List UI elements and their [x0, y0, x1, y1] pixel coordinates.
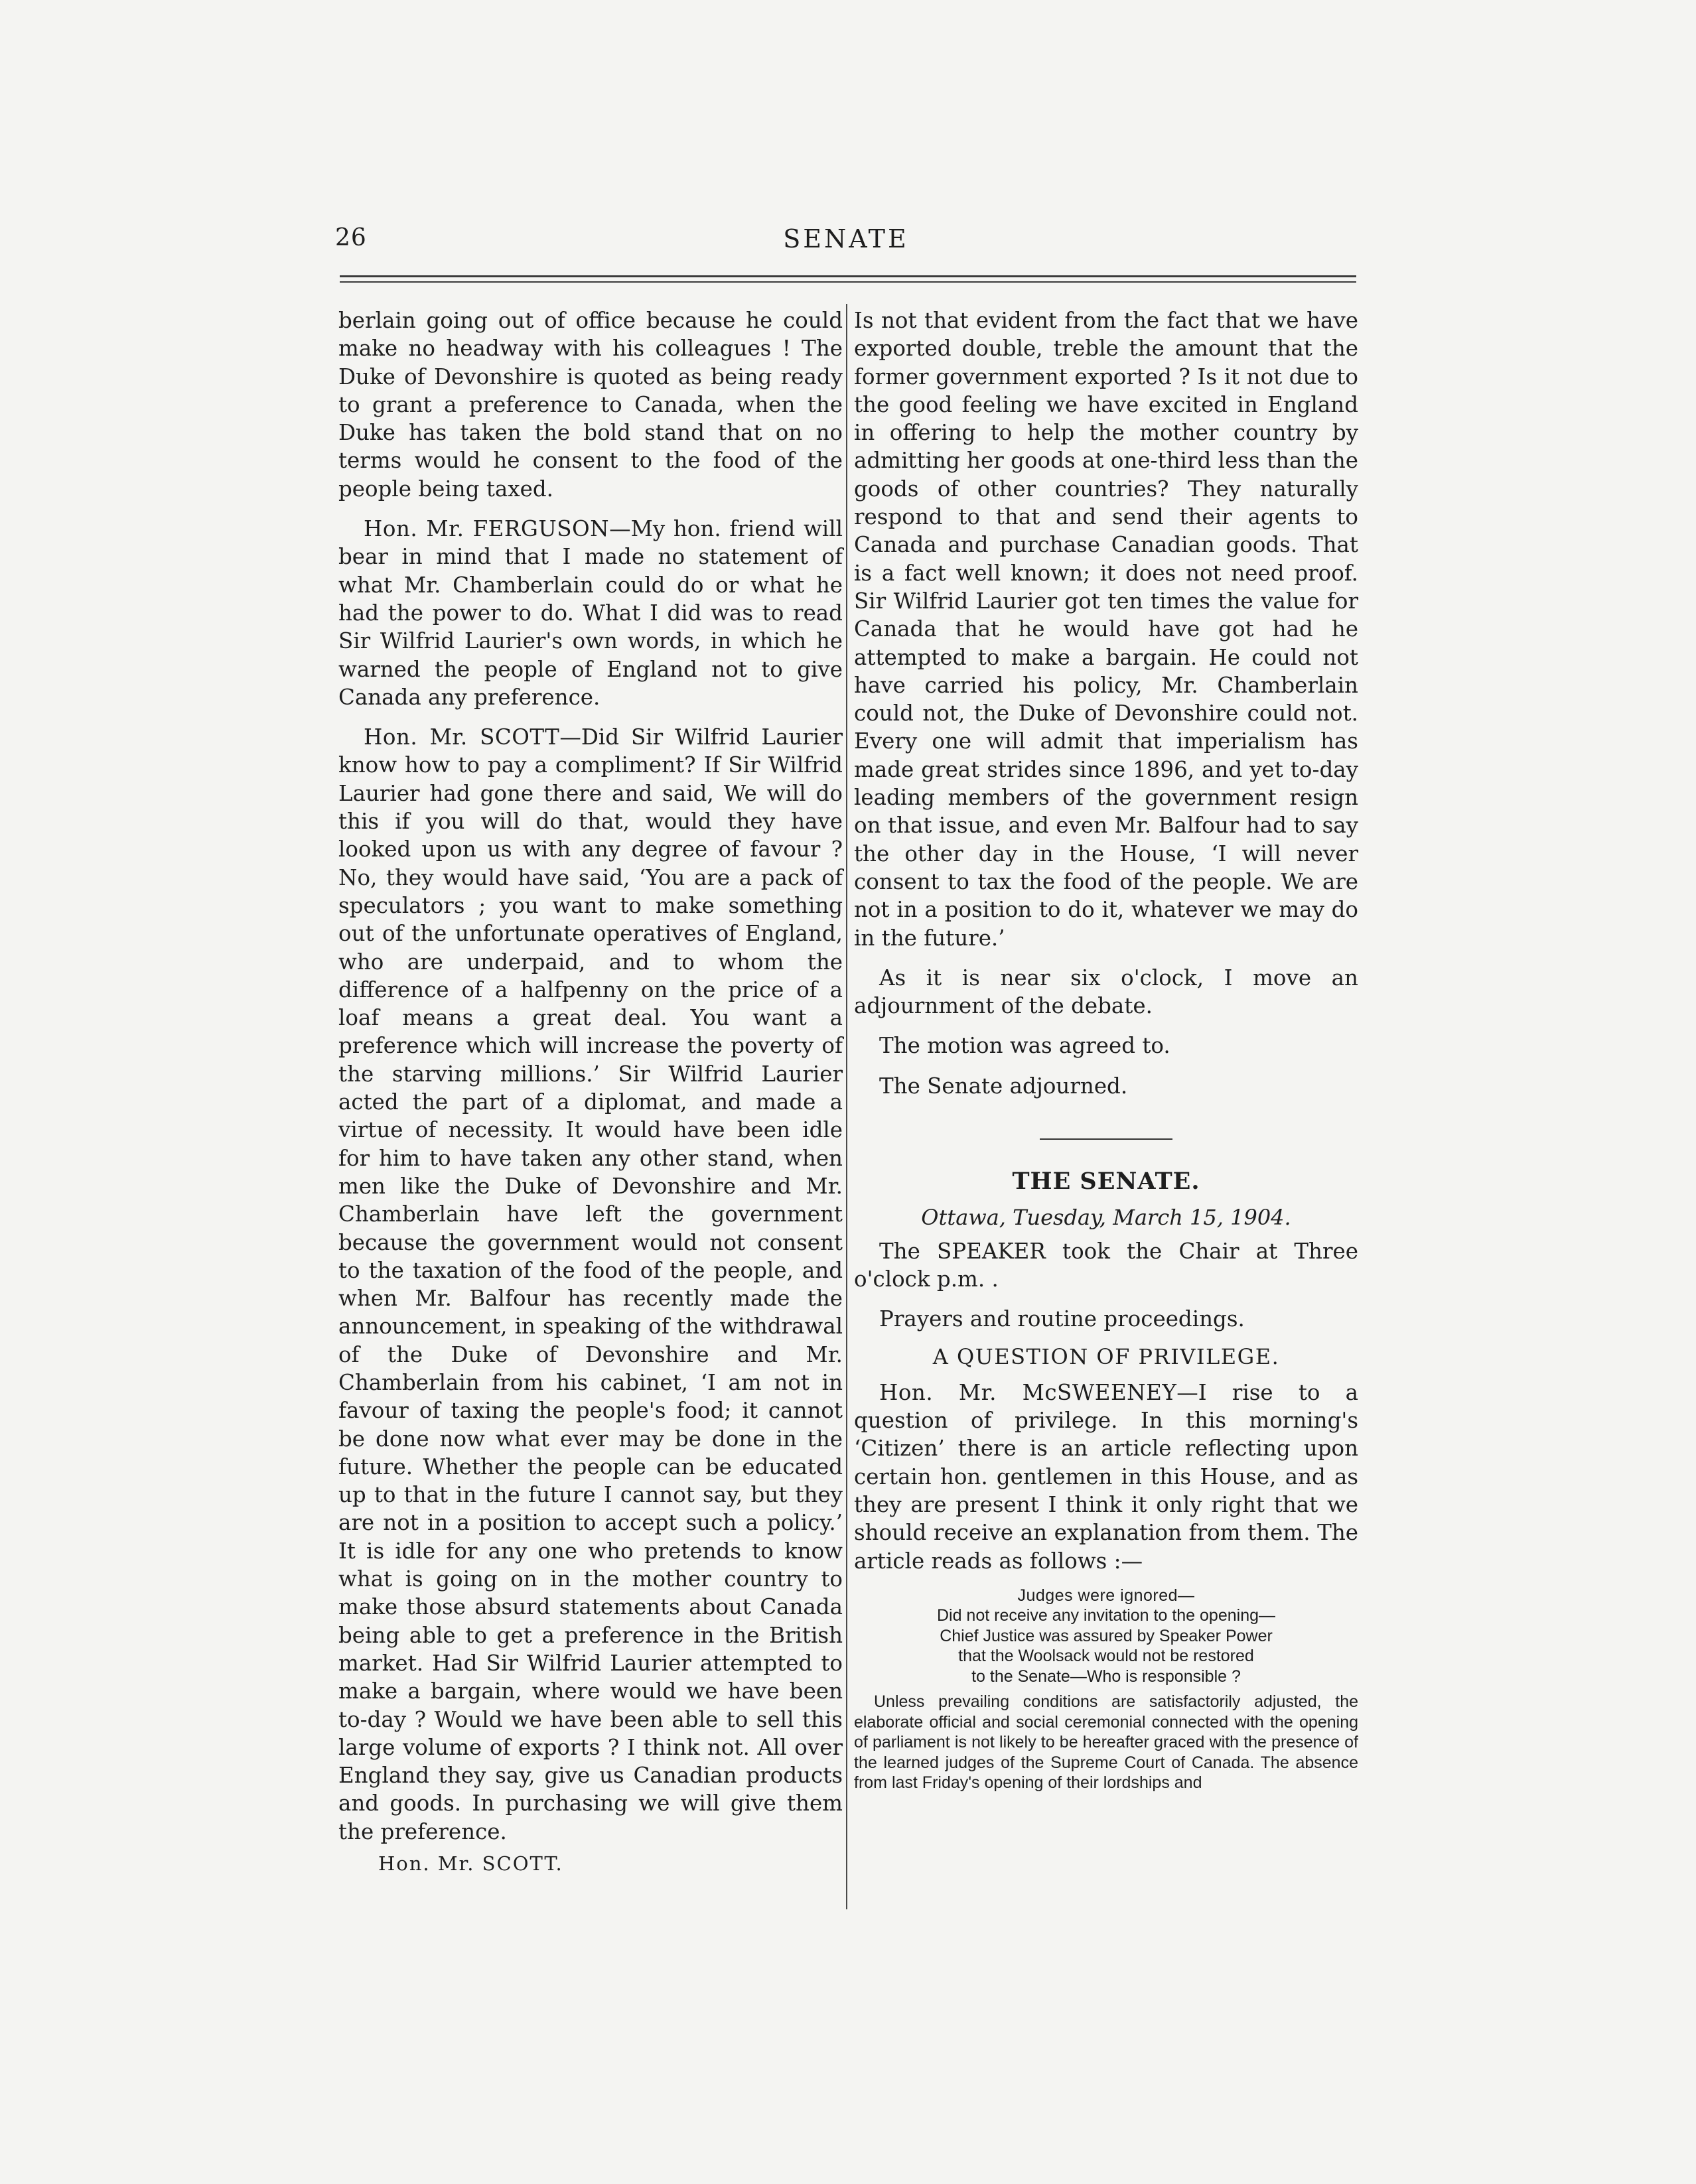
left-column — [338, 307, 843, 1925]
speech-text: —I rise to a question of privilege. In this morning's ‘Citizen’ there is an article reflecting upon certain hon. gentlemen in this House, and as they are present I think it only right that we should receive an explanation from them. The article reads as follows :— — [854, 1379, 1358, 1574]
column-divider — [846, 304, 847, 1909]
speech-text: —Did Sir Wilfrid Laurier know how to pay a compliment? If Sir Wilfrid Laurier had gone there and said, We will do this if you will do that, would they have looked upon us with any degree of favour ? No, they would have said, ‘You are a pack of speculators ; you want to make something out of the unfortunate operatives of England, who are underpaid, and to whom the difference of a halfpenny on the price of a loaf means a great deal. You want a preference which will increase the poverty of the starving millions.’ Sir Wilfrid Laurier acted the part of a diplomat, and made a virtue of necessity. It would have been idle for him to have taken any other stand, when men like the Duke of Devonshire and Mr. Chamberlain have left the government because the government would not consent to the taxation of the food of the people, and when Mr. Balfour has recently made the announcement, in speaking of the withdrawal of the Duke of Devonshire and Mr. Chamberlain from his cabinet, ‘I am not in favour of taxing the people's food; it cannot be done now what ever may be done in the future. Whether the people can be educated up to that in the future I cannot say, but they are not in a position to accept such a policy.’ It is idle for any one who pretends to know what is going on in the mother country to make those absurd statements about Canada being able to get a preference in the British market. Had Sir Wilfrid Laurier attempted to make a bargain, where would we have been to-day ? Would we have been able to sell this large volume of exports ? I think not. All over England they say, give us Canadian products and goods. In purchasing we will give them the preference. — [338, 724, 843, 1844]
paragraph-scott — [338, 723, 843, 1846]
section-divider — [1040, 1138, 1172, 1140]
paragraph: berlain going out of office because he could make no headway with his colleagues ! The Duke of Devonshire is quoted as being ready to grant a preference to Canada, when the Duke has taken the bold stand that on no terms would he consent to the food of the people being taxed. — [338, 308, 843, 502]
subheading: A QUESTION OF PRIVILEGE. — [932, 1343, 1280, 1369]
quote-title: Judges were ignored— — [1017, 1586, 1195, 1605]
paragraph-ferguson — [338, 515, 843, 711]
speaker-name: Hon. Mr. SCOTT — [364, 724, 560, 750]
quote-deck-line: Chief Justice was assured by Speaker Power — [940, 1626, 1273, 1645]
right-column — [854, 307, 1358, 2151]
header-double-rule — [340, 275, 1356, 283]
page-number: 26 — [335, 224, 367, 251]
paragraph: The SPEAKER took the Chair at Three o'clock p.m. . — [854, 1238, 1358, 1292]
paragraph: Is not that evident from the fact that we have exported double, treble the amount that the former government exported ? Is it not due to the good feeling we have excited in England in offering to help the mother country by admitting her goods at one-third less than the goods of other countries? They naturally respond to that and send their agents to Canada and purchase Canadian goods. That is a fact well known; it does not need proof. Sir Wilfrid Laurier got ten times the value for Canada that he would have got had he attempted to make a bargain. He could not have carried his policy, Mr. Chamberlain could not, the Duke of Devonshire could not. Every one will admit that imperialism has made great strides since 1896, and yet to-day leading members of the government resign on that issue, and even Mr. Balfour had to say the other day in the House, ‘I will never consent to tax the food of the people. We are not in a position to do it, whatever we may do in the future.’ — [854, 308, 1358, 951]
quote-deck-line: to the Senate—Who is responsible ? — [971, 1667, 1241, 1686]
running-head: SENATE — [783, 224, 909, 253]
page-header — [335, 224, 1357, 264]
section-heading: THE SENATE. — [1012, 1168, 1200, 1195]
paragraph: As it is near six o'clock, I move an adjournment of the debate. — [854, 965, 1358, 1019]
paragraph: The Senate adjourned. — [879, 1073, 1128, 1099]
quote-deck-line: Did not receive any invitation to the opening— — [936, 1606, 1276, 1625]
paragraph-mcsweeney — [854, 1379, 1358, 1575]
speech-text: —My hon. friend will bear in mind that I made no statement of what Mr. Chamberlain could do or what he had the power to do. What I did was to read Sir Wilfrid Laurier's own words, in which he warned the people of England not to give Canada any preference. — [338, 516, 843, 710]
dateline: Ottawa, Tuesday, March 15, 1904. — [921, 1205, 1291, 1231]
speaker-signature: Hon. Mr. SCOTT. — [378, 1852, 563, 1876]
speaker-name: Hon. Mr. McSWEENEY — [879, 1379, 1177, 1405]
quote-body: Unless prevailing conditions are satisfactorily adjusted, the elaborate official and social ceremonial connected with the opening of parliament is not likely to be hereafter graced with the presence of the learned judges of the Supreme Court of Canada. The absence from last Friday's opening of their lordships and — [854, 1692, 1358, 1793]
speaker-name: Hon. Mr. FERGUSON — [364, 516, 610, 542]
quote-deck-line: that the Woolsack would not be restored — [958, 1647, 1254, 1666]
paragraph: The motion was agreed to. — [879, 1033, 1170, 1059]
paragraph: Prayers and routine proceedings. — [879, 1306, 1245, 1332]
quoted-article — [854, 1586, 1358, 1793]
